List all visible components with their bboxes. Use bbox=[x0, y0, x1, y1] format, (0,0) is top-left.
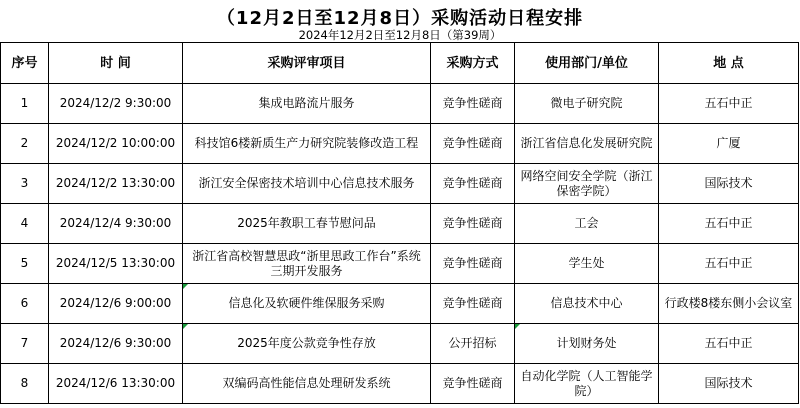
cell-time: 2024/12/2 13:30:00 bbox=[49, 164, 183, 204]
cell-time: 2024/12/2 10:00:00 bbox=[49, 124, 183, 164]
cell-place: 国际技术 bbox=[659, 164, 799, 204]
cell-project: 2025年教职工春节慰问品 bbox=[183, 204, 431, 244]
cell-no: 1 bbox=[1, 84, 49, 124]
cell-time: 2024/12/2 9:30:00 bbox=[49, 84, 183, 124]
cell-time: 2024/12/5 13:30:00 bbox=[49, 244, 183, 284]
cell-place: 五石中正 bbox=[659, 204, 799, 244]
cell-method: 竞争性磋商 bbox=[431, 164, 515, 204]
cell-time: 2024/12/4 9:30:00 bbox=[49, 204, 183, 244]
cell-method: 竞争性磋商 bbox=[431, 364, 515, 404]
header-method: 采购方式 bbox=[431, 43, 515, 84]
cell-method: 公开招标 bbox=[431, 324, 515, 364]
table-row bbox=[1, 204, 799, 244]
cell-project: 浙江安全保密技术培训中心信息技术服务 bbox=[183, 164, 431, 204]
table-row bbox=[1, 84, 799, 124]
cell-no: 5 bbox=[1, 244, 49, 284]
cell-project: 科技馆6楼新质生产力研究院装修改造工程 bbox=[183, 124, 431, 164]
cell-dept: 学生处 bbox=[515, 244, 659, 284]
cell-method: 竞争性磋商 bbox=[431, 284, 515, 324]
cell-place: 五石中正 bbox=[659, 244, 799, 284]
cell-method: 竞争性磋商 bbox=[431, 124, 515, 164]
cell-place: 国际技术 bbox=[659, 364, 799, 404]
cell-place: 行政楼8楼东侧小会议室 bbox=[659, 284, 799, 324]
schedule-table bbox=[0, 42, 799, 404]
cell-project: 浙江省高校智慧思政“浙里思政工作台”系统三期开发服务 bbox=[183, 244, 431, 284]
cell-time: 2024/12/6 9:30:00 bbox=[49, 324, 183, 364]
header-no: 序号 bbox=[1, 43, 49, 84]
cell-method: 竞争性磋商 bbox=[431, 84, 515, 124]
cell-project: 2025年度公款竞争性存放 bbox=[183, 324, 431, 364]
cell-no: 6 bbox=[1, 284, 49, 324]
header-dept: 使用部门/单位 bbox=[515, 43, 659, 84]
cell-dept: 工会 bbox=[515, 204, 659, 244]
page-subtitle: 2024年12月2日至12月8日（第39周） bbox=[298, 28, 502, 42]
cell-dept: 计划财务处 bbox=[515, 324, 659, 364]
header-time: 时 间 bbox=[49, 43, 183, 84]
table-row bbox=[1, 124, 799, 164]
header-place: 地 点 bbox=[659, 43, 799, 84]
cell-place: 广厦 bbox=[659, 124, 799, 164]
cell-no: 2 bbox=[1, 124, 49, 164]
cell-project: 双编码高性能信息处理研发系统 bbox=[183, 364, 431, 404]
cell-no: 7 bbox=[1, 324, 49, 364]
table-row bbox=[1, 364, 799, 404]
cell-dept: 信息技术中心 bbox=[515, 284, 659, 324]
cell-project: 信息化及软硬件维保服务采购 bbox=[183, 284, 431, 324]
cell-dept: 自动化学院（人工智能学院） bbox=[515, 364, 659, 404]
cell-project: 集成电路流片服务 bbox=[183, 84, 431, 124]
cell-dept: 微电子研究院 bbox=[515, 84, 659, 124]
cell-no: 4 bbox=[1, 204, 49, 244]
cell-dept: 浙江省信息化发展研究院 bbox=[515, 124, 659, 164]
table-row bbox=[1, 244, 799, 284]
table-header-row bbox=[1, 43, 799, 84]
cell-dept: 网络空间安全学院（浙江保密学院） bbox=[515, 164, 659, 204]
cell-no: 3 bbox=[1, 164, 49, 204]
cell-method: 竞争性磋商 bbox=[431, 204, 515, 244]
cell-method: 竞争性磋商 bbox=[431, 244, 515, 284]
header-project: 采购评审项目 bbox=[183, 43, 431, 84]
cell-no: 8 bbox=[1, 364, 49, 404]
cell-place: 五石中正 bbox=[659, 324, 799, 364]
table-row bbox=[1, 164, 799, 204]
table-row bbox=[1, 284, 799, 324]
table-row bbox=[1, 324, 799, 364]
cell-time: 2024/12/6 13:30:00 bbox=[49, 364, 183, 404]
cell-time: 2024/12/6 9:00:00 bbox=[49, 284, 183, 324]
page-title: （12月2日至12月8日）采购活动日程安排 bbox=[216, 7, 584, 29]
cell-place: 五石中正 bbox=[659, 84, 799, 124]
